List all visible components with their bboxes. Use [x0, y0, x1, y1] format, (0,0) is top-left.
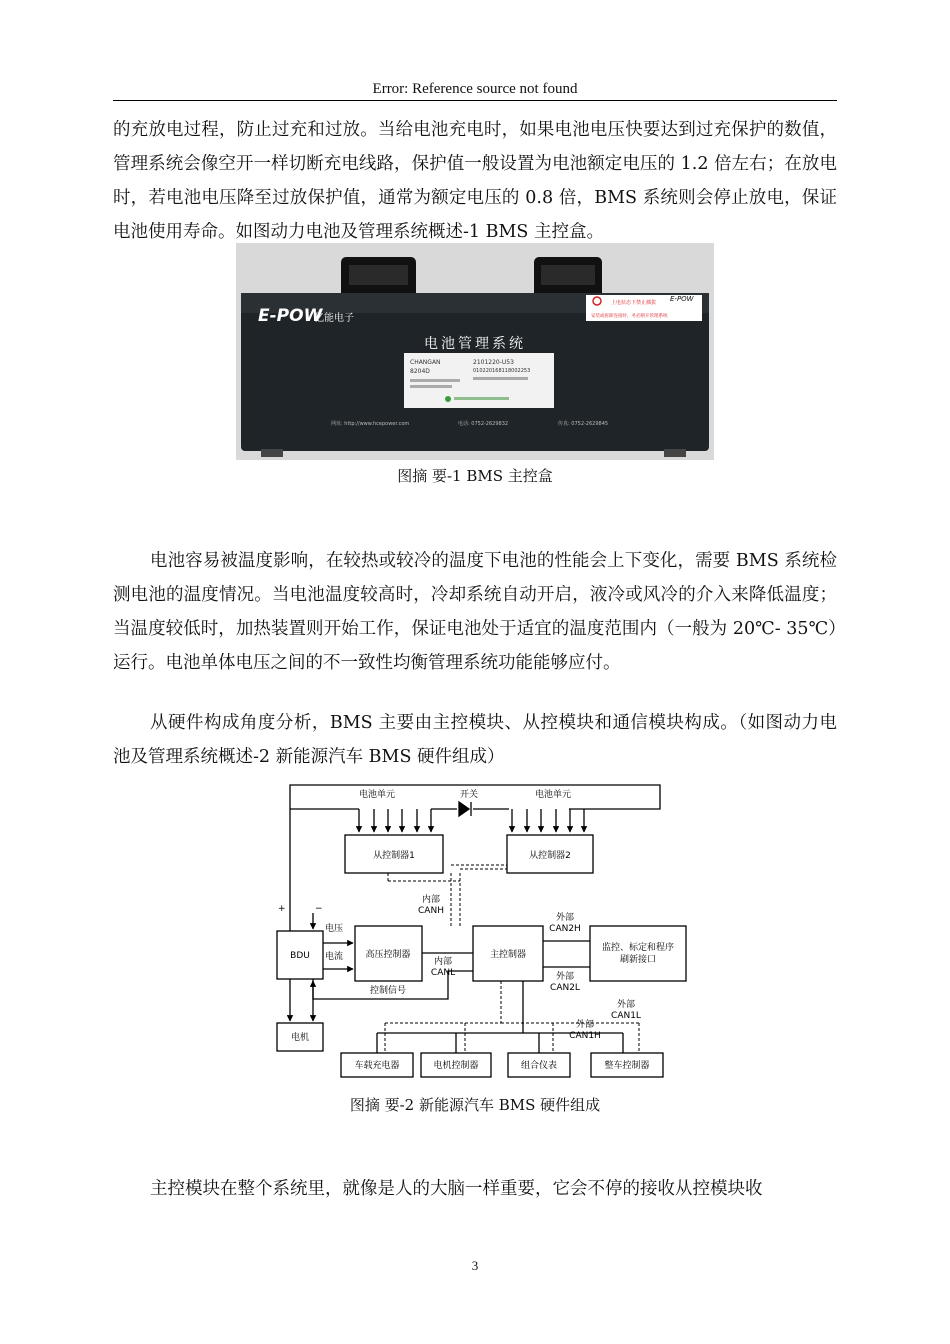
svg-text:2101220-U53: 2101220-U53: [473, 359, 514, 366]
svg-text:高压控制器: 高压控制器: [365, 950, 411, 960]
photo-title: 电池管理系统: [424, 336, 526, 352]
svg-text:从控制器2: 从控制器2: [529, 851, 571, 861]
svg-text:监控、标定和程序: 监控、标定和程序: [601, 943, 675, 953]
svg-text:外部: 外部: [616, 1000, 636, 1010]
paragraph-4: 主控模块在整个系统里，就像是人的大脑一样重要，它会不停的接收从控模块收: [150, 1179, 763, 1199]
paragraph-2: 电池容易被温度影响，在较热或较冷的温度下电池的性能会上下变化，需要 BMS 系统检测电池的温度情况。当电池温度较高时，冷却系统自动开启，液冷或风冷的介入来降低温度；当温度较低时，加热装置则开始工作，保证电池处于适宜的温度范围内（一般为 20℃- 35℃）运行。电池单体电压之间的不一致性均衡管理系统功能能够应付。: [113, 551, 837, 673]
figure-2-caption: 图摘 要-2 新能源汽车 BMS 硬件组成: [349, 1096, 601, 1114]
svg-text:从控制器1: 从控制器1: [373, 851, 415, 861]
svg-text:开关: 开关: [460, 790, 479, 800]
svg-text:主控制器: 主控制器: [489, 950, 527, 960]
figure-1-caption: 图摘 要-1 BMS 主控盒: [397, 467, 553, 485]
bms-controller-photo: [236, 243, 714, 460]
svg-text:外部: 外部: [555, 913, 575, 923]
svg-text:−: −: [315, 904, 323, 914]
svg-text:CAN2L: CAN2L: [550, 983, 580, 993]
svg-text:电池单元: 电池单元: [359, 790, 396, 800]
svg-text:控制信号: 控制信号: [369, 986, 407, 996]
svg-text:CANH: CANH: [418, 906, 444, 916]
brand-logo: E-POW: [258, 306, 323, 326]
svg-text:内部: 内部: [433, 957, 453, 967]
svg-text:组合仪表: 组合仪表: [520, 1061, 558, 1071]
bms-hardware-diagram: [273, 781, 690, 1081]
svg-text:CANL: CANL: [430, 968, 456, 978]
svg-text:+: +: [278, 904, 286, 914]
svg-text:亿能电子: 亿能电子: [314, 313, 354, 324]
svg-text:电压: 电压: [325, 924, 344, 934]
paragraph-3: 从硬件构成角度分析，BMS 主要由主控模块、从控模块和通信模块构成。（如图动力电池及管理系统概述-2 新能源汽车 BMS 硬件组成）: [113, 713, 837, 767]
svg-text:8204D: 8204D: [410, 368, 430, 375]
svg-text:刷新接口: 刷新接口: [619, 955, 657, 965]
svg-text:内部: 内部: [421, 895, 441, 905]
svg-text:E-POW: E-POW: [670, 295, 694, 303]
svg-text:整车控制器: 整车控制器: [604, 1061, 650, 1071]
paragraph-1: 的充放电过程，防止过充和过放。当给电池充电时，如果电池电压快要达到过充保护的数值，管理系统会像空开一样切断充电线路，保护值一般设置为电池额定电压的 1.2 倍左右；在放电时，若电池电压降至过放保护值，通常为额定电压的 0.8 倍，BMS 系统则会停止放电，保证电池使用寿命。如图动力电池及管理系统概述-1 BMS 主控盒。: [113, 120, 837, 242]
svg-text:车载充电器: 车载充电器: [354, 1061, 400, 1071]
svg-text:010220168118002253: 010220168118002253: [473, 368, 531, 374]
svg-text:电流: 电流: [325, 952, 344, 962]
svg-text:电池单元: 电池单元: [535, 790, 572, 800]
svg-text:传真: 0752-2629845: 传真: 0752-2629845: [558, 421, 609, 427]
svg-text:电机控制器: 电机控制器: [433, 1061, 479, 1071]
svg-text:外部: 外部: [575, 1020, 595, 1030]
svg-text:上电状态下禁止插拔: 上电状态下禁止插拔: [611, 300, 657, 306]
svg-text:CAN1H: CAN1H: [569, 1031, 601, 1041]
svg-text:网址: http://www.hcepower.com: 网址: http://www.hcepower.com: [331, 421, 410, 427]
page-number: 3: [471, 1258, 479, 1273]
svg-text:CAN2H: CAN2H: [549, 924, 581, 934]
svg-text:电话: 0752-2629832: 电话: 0752-2629832: [458, 421, 509, 427]
svg-text:CAN1L: CAN1L: [611, 1011, 641, 1021]
svg-text:外部: 外部: [555, 972, 575, 982]
svg-text:CHANGAN: CHANGAN: [410, 359, 441, 366]
svg-text:安装或拆卸连接时，务必断开管理系统: 安装或拆卸连接时，务必断开管理系统: [591, 314, 668, 319]
svg-text:电机: 电机: [290, 1033, 310, 1043]
running-header: Error: Reference source not found: [113, 78, 837, 101]
svg-text:BDU: BDU: [290, 951, 310, 961]
